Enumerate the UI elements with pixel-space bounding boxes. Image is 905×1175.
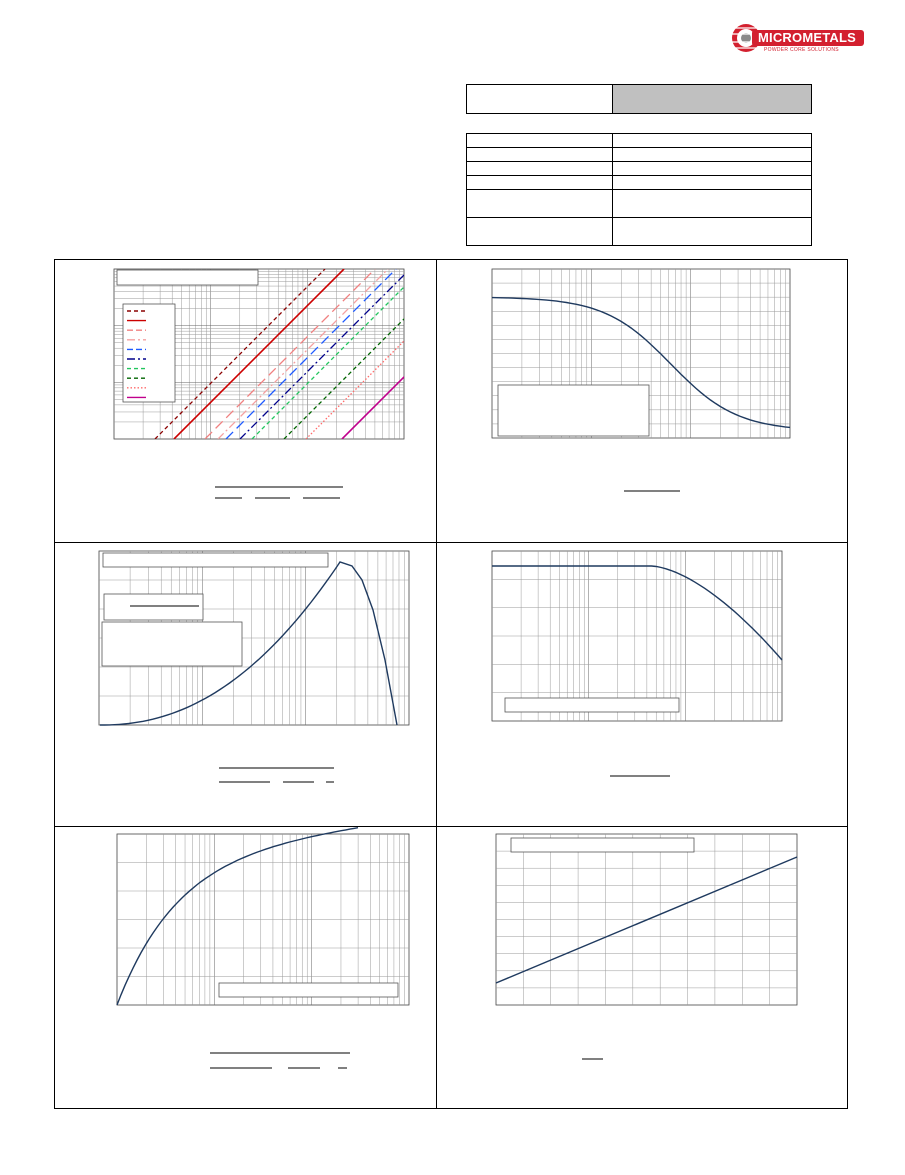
logo-wordmark: MICROMETALS bbox=[758, 30, 857, 45]
logo-tagline: POWDER CORE SOLUTIONS bbox=[764, 47, 839, 53]
chart-title-box bbox=[511, 838, 694, 852]
